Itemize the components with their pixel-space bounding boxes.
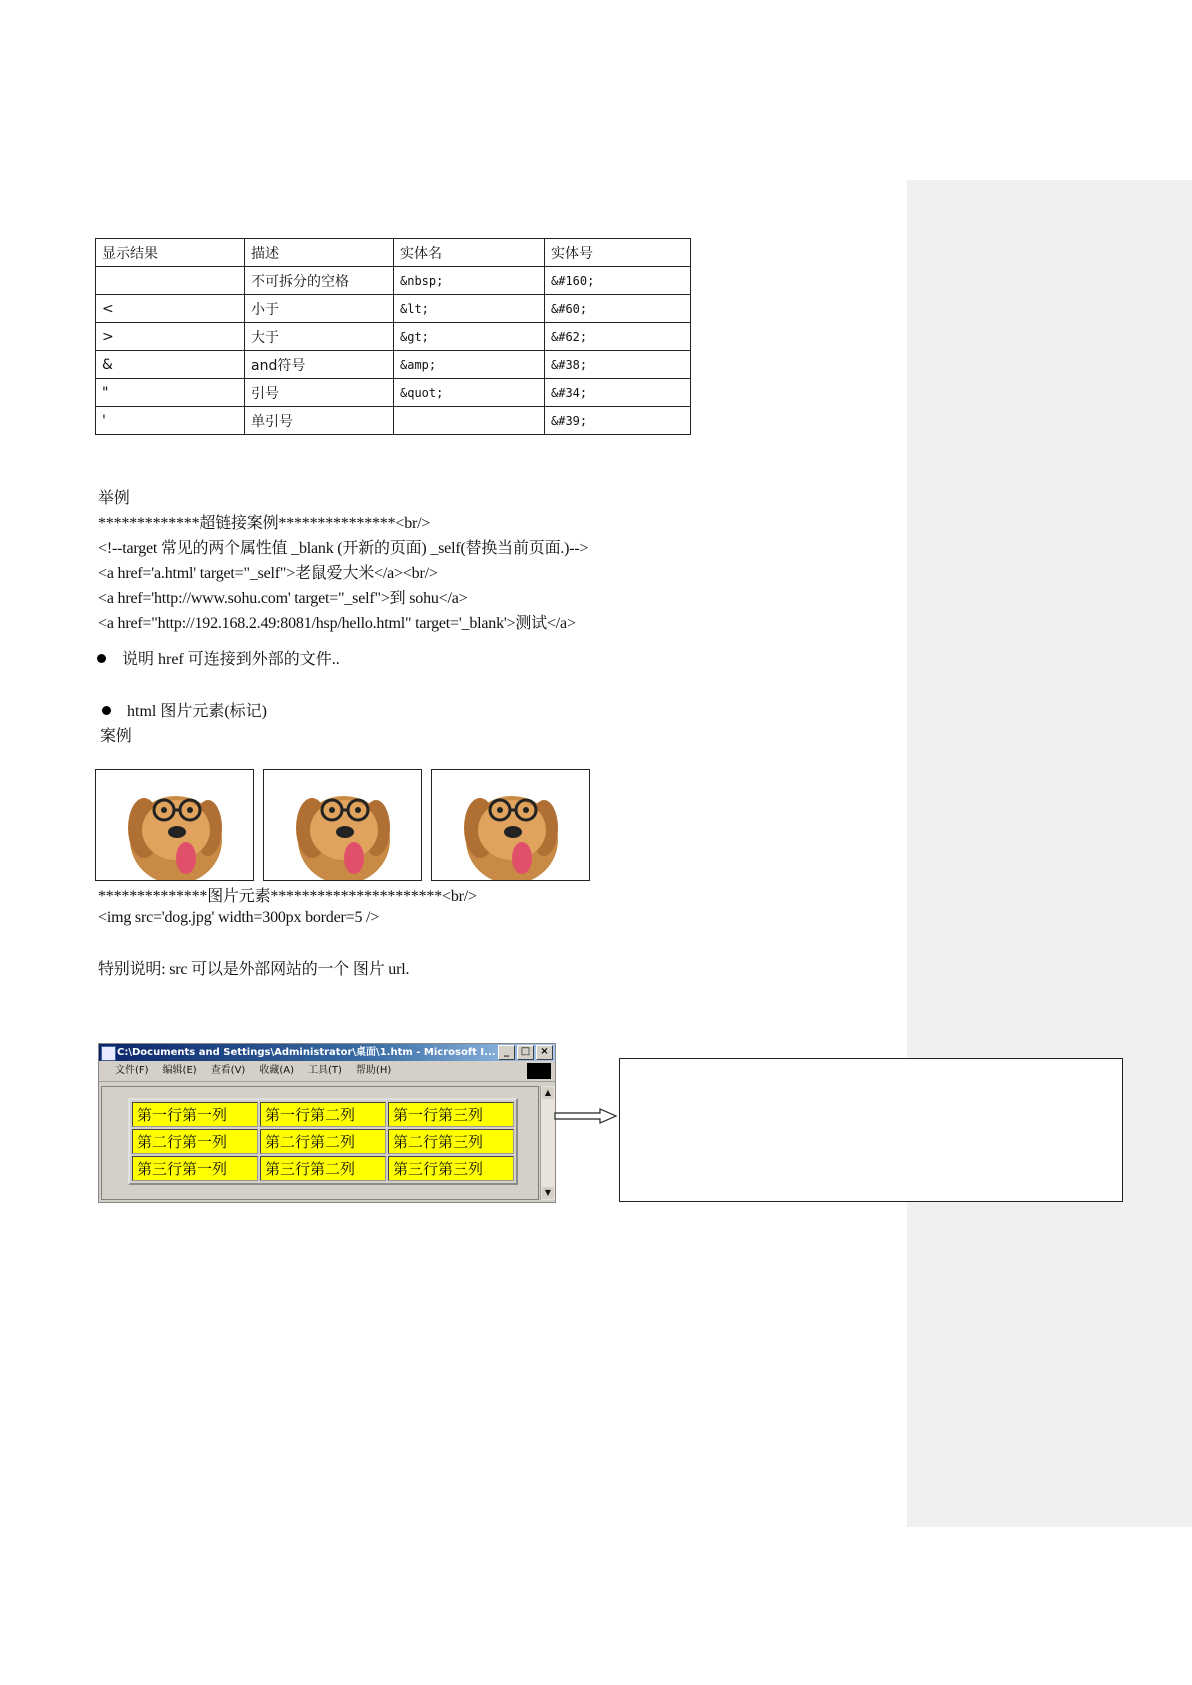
table-cell: &lt;: [394, 295, 545, 323]
vertical-scrollbar[interactable]: [540, 1086, 555, 1200]
menu-tools[interactable]: 工具(T): [308, 1065, 342, 1076]
table-row: [96, 407, 691, 435]
table-row: [96, 267, 691, 295]
bullet-icon: [97, 654, 106, 663]
table-cell: &#39;: [545, 407, 691, 435]
table-cell: 第三行第二列: [260, 1156, 386, 1181]
menu-view[interactable]: 查看(V): [210, 1065, 246, 1076]
yellow-grid-table: [128, 1098, 518, 1185]
table-cell: <: [96, 295, 245, 323]
table-row: [96, 323, 691, 351]
right-arrow-icon: [554, 1108, 618, 1124]
special-note: 特别说明: src 可以是外部网站的一个 图片 url.: [98, 961, 410, 978]
dog-image: [95, 769, 254, 881]
menu-edit[interactable]: 编辑(E): [162, 1065, 197, 1076]
code-line: <a href='http://www.sohu.com' target="_self">到 sohu</a>: [98, 590, 468, 607]
table-row: [96, 351, 691, 379]
ie-icon: [101, 1046, 116, 1061]
code-line: *************超链接案例***************<br/>: [98, 515, 431, 532]
table-cell: 第一行第二列: [260, 1102, 386, 1127]
table-row: [96, 379, 691, 407]
example-heading: 举例: [98, 490, 130, 507]
dog-image: [263, 769, 422, 881]
table-cell: ': [96, 407, 245, 435]
table-cell: &#62;: [545, 323, 691, 351]
bullet-icon: [102, 706, 111, 715]
table-cell: &amp;: [394, 351, 545, 379]
table-header-cell: 显示结果: [96, 239, 245, 267]
table-row: [132, 1156, 514, 1181]
menu-help[interactable]: 帮助(H): [355, 1065, 392, 1076]
table-cell: &#160;: [545, 267, 691, 295]
code-line: <a href='a.html' target="_self">老鼠爱大米</a><br/>: [98, 565, 438, 582]
maximize-button[interactable]: □: [517, 1045, 534, 1060]
browser-title: C:\Documents and Settings\Administrator\桌面\1.htm - Microsoft I...: [117, 1047, 496, 1058]
table-cell: and符号: [245, 351, 394, 379]
table-header-cell: 实体名: [394, 239, 545, 267]
table-header-cell: 实体号: [545, 239, 691, 267]
table-cell: 引号: [245, 379, 394, 407]
bullet-item: [97, 646, 340, 669]
table-header-cell: 描述: [245, 239, 394, 267]
table-cell: &#34;: [545, 379, 691, 407]
case-label: 案例: [100, 728, 132, 745]
minimize-button[interactable]: _: [498, 1045, 515, 1060]
scroll-down-icon[interactable]: ▼: [542, 1187, 554, 1199]
table-cell: [394, 407, 545, 435]
table-cell: &#38;: [545, 351, 691, 379]
bullet-text: html 图片元素(标记): [127, 703, 267, 720]
table-row: [96, 295, 691, 323]
table-cell: 第三行第三列: [388, 1156, 514, 1181]
empty-text-box: [619, 1058, 1123, 1202]
code-line: <!--target 常见的两个属性值 _blank (开新的页面) _self(替换当前页面.)-->: [98, 540, 589, 557]
scroll-up-icon[interactable]: ▲: [542, 1087, 554, 1099]
table-cell: 第一行第一列: [132, 1102, 258, 1127]
table-cell: [96, 267, 245, 295]
table-cell: 第二行第三列: [388, 1129, 514, 1154]
window-controls: [498, 1045, 553, 1060]
table-cell: &nbsp;: [394, 267, 545, 295]
table-cell: 大于: [245, 323, 394, 351]
browser-menubar: [99, 1061, 555, 1082]
menu-file[interactable]: 文件(F): [115, 1065, 149, 1076]
table-cell: &quot;: [394, 379, 545, 407]
dog-image: [431, 769, 590, 881]
windows-logo-icon: [527, 1063, 551, 1079]
table-cell: &: [96, 351, 245, 379]
browser-viewport: [101, 1086, 539, 1200]
code-line: **************图片元素**********************<br/>: [98, 888, 477, 905]
bullet-text: 说明 href 可连接到外部的文件..: [122, 651, 340, 668]
table-cell: 小于: [245, 295, 394, 323]
bullet-item: [102, 698, 267, 721]
table-cell: 第二行第二列: [260, 1129, 386, 1154]
table-cell: 第一行第三列: [388, 1102, 514, 1127]
browser-titlebar: [99, 1044, 555, 1061]
table-header-row: [96, 239, 691, 267]
table-row: [132, 1102, 514, 1127]
browser-window: [98, 1043, 556, 1203]
dog-illustration: [432, 770, 589, 880]
code-line: <a href="http://192.168.2.49:8081/hsp/hello.html" target='_blank'>测试</a>: [98, 615, 576, 632]
dog-illustration: [96, 770, 253, 880]
table-cell: 单引号: [245, 407, 394, 435]
table-cell: >: [96, 323, 245, 351]
dog-illustration: [264, 770, 421, 880]
table-cell: &gt;: [394, 323, 545, 351]
table-cell: 不可拆分的空格: [245, 267, 394, 295]
close-button[interactable]: ×: [536, 1045, 553, 1060]
table-cell: 第三行第一列: [132, 1156, 258, 1181]
menu-favorites[interactable]: 收藏(A): [259, 1065, 294, 1076]
table-cell: 第二行第一列: [132, 1129, 258, 1154]
entity-table: [95, 238, 691, 435]
table-cell: ": [96, 379, 245, 407]
table-row: [132, 1129, 514, 1154]
code-line: <img src='dog.jpg' width=300px border=5 />: [98, 909, 380, 926]
comment-margin-panel: [907, 180, 1192, 1527]
table-cell: &#60;: [545, 295, 691, 323]
